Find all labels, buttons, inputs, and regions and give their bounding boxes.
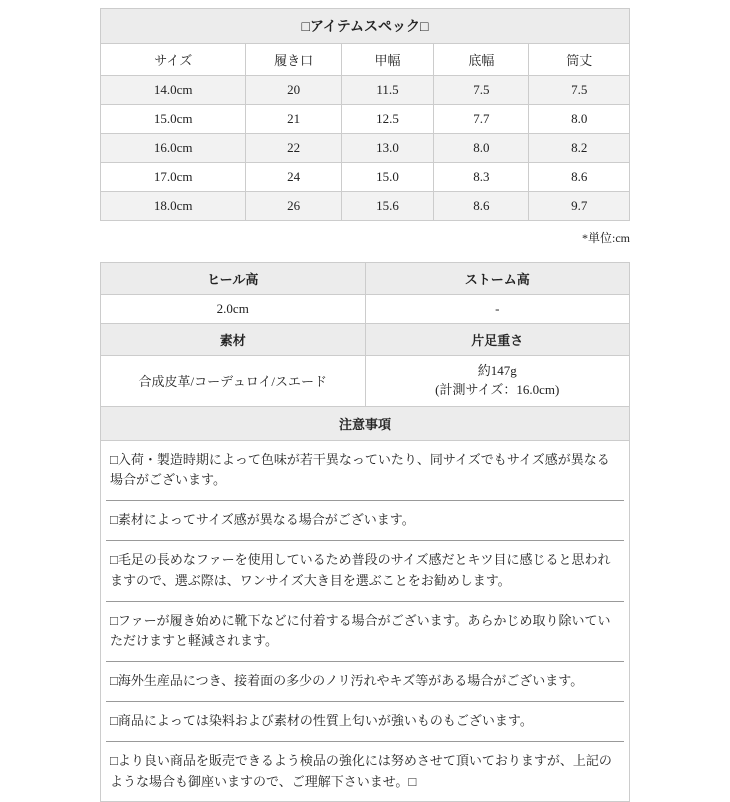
weight-label: 片足重さ bbox=[365, 324, 630, 356]
table-row bbox=[101, 163, 630, 192]
note-item: □入荷・製造時期によって色味が若干異なっていたり、同サイズでもサイズ感が異なる場合がございます。 bbox=[110, 451, 610, 488]
column-header-size: サイズ bbox=[101, 44, 246, 76]
cell-instep-width: 15.0 bbox=[341, 163, 434, 192]
detail-table bbox=[100, 262, 630, 802]
cell-shaft-height: 8.0 bbox=[529, 105, 630, 134]
cell-shaft-height: 7.5 bbox=[529, 76, 630, 105]
cell-size: 15.0cm bbox=[101, 105, 246, 134]
table-row bbox=[101, 76, 630, 105]
table-row bbox=[101, 105, 630, 134]
cell-opening: 22 bbox=[246, 134, 341, 163]
notes-body-row bbox=[101, 440, 630, 802]
storm-height-value: - bbox=[365, 295, 630, 324]
notes-header-row bbox=[101, 406, 630, 440]
column-header-instep-width: 甲幅 bbox=[341, 44, 434, 76]
note-item: □商品によっては染料および素材の性質上匂いが強いものもございます。 bbox=[106, 701, 624, 741]
note-item: □ファーが履き始めに靴下などに付着する場合がございます。あらかじめ取り除いていただけますと軽減されます。 bbox=[106, 601, 624, 662]
table-row bbox=[101, 192, 630, 221]
cell-size: 14.0cm bbox=[101, 76, 246, 105]
cell-opening: 26 bbox=[246, 192, 341, 221]
cell-shaft-height: 8.2 bbox=[529, 134, 630, 163]
spec-table-title: □アイテムスペック□ bbox=[101, 9, 630, 44]
notes-body bbox=[101, 440, 630, 802]
weight-value-grams: 約147g bbox=[477, 363, 517, 378]
note-item: □海外生産品につき、接着面の多少のノリ汚れやキズ等がある場合がございます。 bbox=[106, 661, 624, 701]
note-item: □より良い商品を販売できるよう検品の強化には努めさせて頂いておりますが、上記のような場合も御座いますので、ご理解下さいませ。□ bbox=[106, 741, 624, 802]
table-row bbox=[101, 134, 630, 163]
spec-header-row bbox=[101, 44, 630, 76]
cell-instep-width: 13.0 bbox=[341, 134, 434, 163]
cell-size: 17.0cm bbox=[101, 163, 246, 192]
note-item: □素材によってサイズ感が異なる場合がございます。 bbox=[106, 500, 624, 540]
cell-instep-width: 11.5 bbox=[341, 76, 434, 105]
cell-shaft-height: 9.7 bbox=[529, 192, 630, 221]
material-label: 素材 bbox=[101, 324, 366, 356]
weight-value-measured-size: (計測サイズ：16.0cm) bbox=[435, 381, 560, 397]
cell-shaft-height: 8.6 bbox=[529, 163, 630, 192]
cell-opening: 24 bbox=[246, 163, 341, 192]
item-spec-table bbox=[100, 8, 630, 221]
detail-label-row bbox=[101, 263, 630, 295]
cell-size: 18.0cm bbox=[101, 192, 246, 221]
weight-value bbox=[365, 356, 630, 407]
note-item: □毛足の長めなファーを使用しているため普段のサイズ感だとキツ目に感じると思われますので、選ぶ際は、ワンサイズ大き目を選ぶことをお勧めします。 bbox=[106, 540, 624, 601]
heel-height-value: 2.0cm bbox=[101, 295, 366, 324]
cell-size: 16.0cm bbox=[101, 134, 246, 163]
cell-instep-width: 15.6 bbox=[341, 192, 434, 221]
column-header-opening: 履き口 bbox=[246, 44, 341, 76]
cell-sole-width: 8.3 bbox=[434, 163, 529, 192]
detail-value-row bbox=[101, 356, 630, 407]
storm-height-label: ストーム高 bbox=[365, 263, 630, 295]
column-header-shaft-height: 筒丈 bbox=[529, 44, 630, 76]
cell-instep-width: 12.5 bbox=[341, 105, 434, 134]
cell-opening: 21 bbox=[246, 105, 341, 134]
cell-sole-width: 8.6 bbox=[434, 192, 529, 221]
spec-title-row bbox=[101, 9, 630, 44]
page-content bbox=[100, 0, 630, 802]
unit-note: *単位:cm bbox=[582, 231, 630, 245]
heel-height-label: ヒール高 bbox=[101, 263, 366, 295]
detail-label-row bbox=[101, 324, 630, 356]
material-value: 合成皮革/コーデュロイ/スエード bbox=[101, 356, 366, 407]
cell-sole-width: 7.5 bbox=[434, 76, 529, 105]
column-header-sole-width: 底幅 bbox=[434, 44, 529, 76]
cell-sole-width: 7.7 bbox=[434, 105, 529, 134]
cell-opening: 20 bbox=[246, 76, 341, 105]
detail-value-row bbox=[101, 295, 630, 324]
cell-sole-width: 8.0 bbox=[434, 134, 529, 163]
notes-title: 注意事項 bbox=[101, 406, 630, 440]
